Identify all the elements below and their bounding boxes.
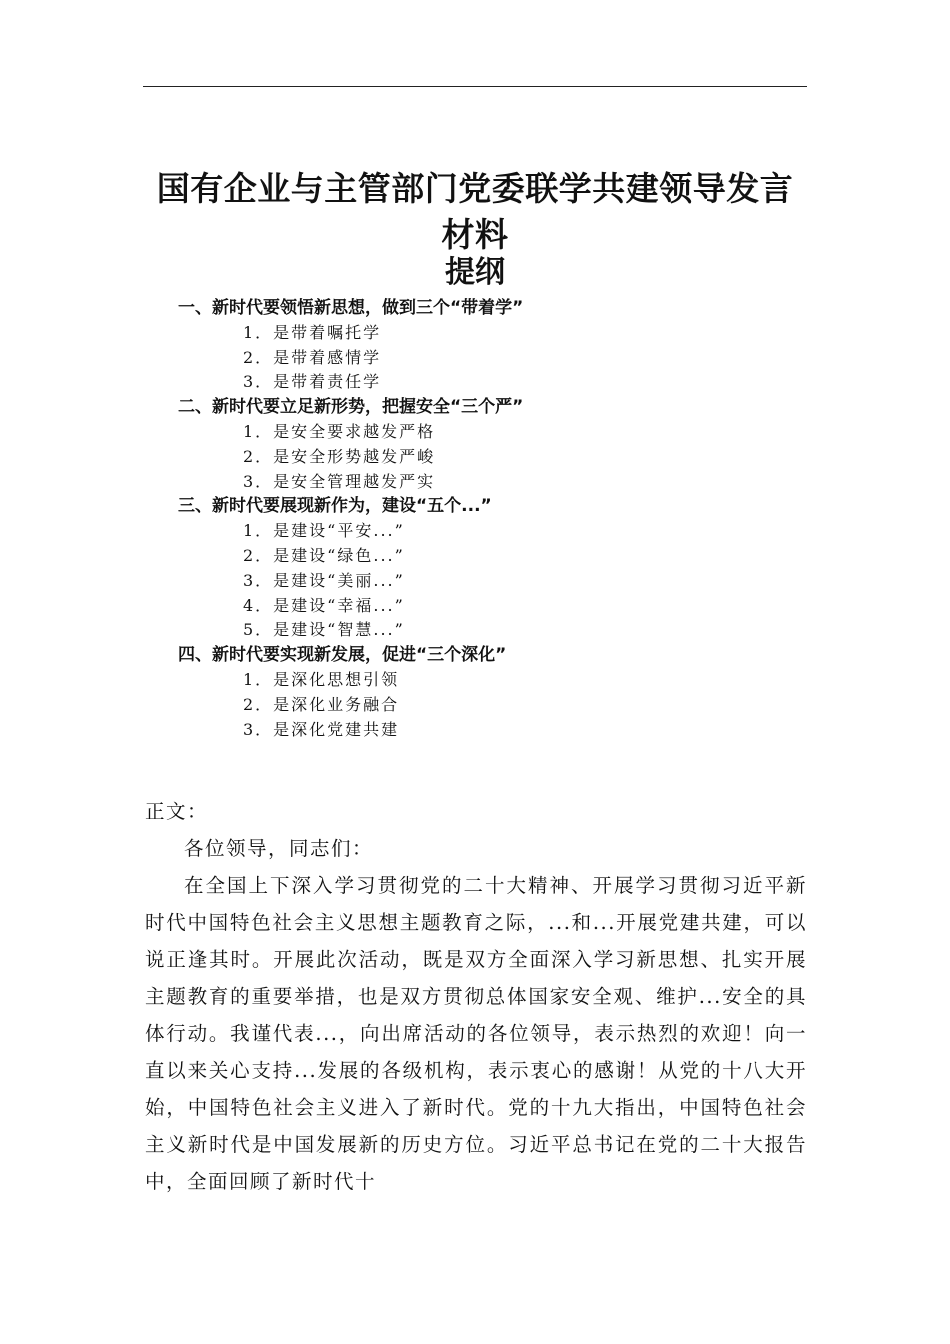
outline-section-title: 一、新时代要领悟新思想，做到三个“带着学”: [178, 298, 524, 318]
outline-section-title: 三、新时代要展现新作为，建设“五个...”: [178, 496, 492, 517]
header-rule: [143, 86, 807, 87]
outline-sub-item: 1．是安全要求越发严格: [243, 421, 436, 441]
document-title: 国有企业与主管部门党委联学共建领导发言材料: [156, 169, 794, 254]
outline-sub-item: 1．是深化思想引领: [243, 669, 400, 689]
outline-sub-item: 1．是带着嘱托学: [243, 322, 382, 342]
outline-section: [178, 494, 798, 643]
outline-sub-list: [178, 321, 798, 395]
outline-heading: 提纲: [445, 255, 505, 290]
outline-section: [178, 395, 798, 494]
outline-sub-item: 3．是深化党建共建: [243, 719, 400, 739]
outline-sub-item: 3．是带着责任学: [243, 372, 382, 392]
outline-sub-item: 3．是安全管理越发严实: [243, 471, 436, 491]
outline-section: [178, 296, 798, 395]
outline-sub-list: [178, 420, 798, 494]
outline-sub-item: 2．是安全形势越发严峻: [243, 446, 436, 466]
outline-sub-item: 2．是建设“绿色...”: [243, 545, 405, 565]
body-text: [145, 793, 807, 1200]
outline-sub-item: 5．是建设“智慧...”: [243, 620, 405, 640]
outline-section-title: 二、新时代要立足新形势，把握安全“三个严”: [178, 397, 524, 418]
outline-sub-item: 1．是建设“平安...”: [243, 521, 405, 541]
salutation: 各位领导，同志们：: [184, 837, 374, 860]
outline-sub-item: 4．是建设“幸福...”: [243, 595, 405, 615]
body-paragraph: 在全国上下深入学习贯彻党的二十大精神、开展学习贯彻习近平新时代中国特色社会主义思想主题教育之际，...和...开展党建共建，可以说正逢其时。开展此次活动，既是双方全面深入学习新思想、扎实开展主题教育的重要举措，也是双方贯彻总体国家安全观、维护...安全的具体行动。我谨代表...，向出席活动的各位领导，表示热烈的欢迎！向一直以来关心支持...发展的各级机构，表示衷心的感谢！从党的十八大开始，中国特色社会主义进入了新时代。党的十九大指出，中国特色社会主义新时代是中国发展新的历史方位。习近平总书记在党的二十大报告中，全面回顾了新时代十: [145, 874, 807, 1193]
outline-section-title: 四、新时代要实现新发展，促进“三个深化”: [178, 645, 507, 666]
outline-sub-item: 2．是带着感情学: [243, 347, 382, 367]
outline-sub-item: 3．是建设“美丽...”: [243, 570, 405, 590]
outline-sub-list: [178, 668, 798, 742]
outline-section: [178, 643, 798, 742]
outline-sub-list: [178, 519, 798, 643]
body-label: 正文：: [145, 800, 209, 823]
outline-sub-item: 2．是深化业务融合: [243, 694, 400, 714]
outline-list: [178, 296, 798, 742]
